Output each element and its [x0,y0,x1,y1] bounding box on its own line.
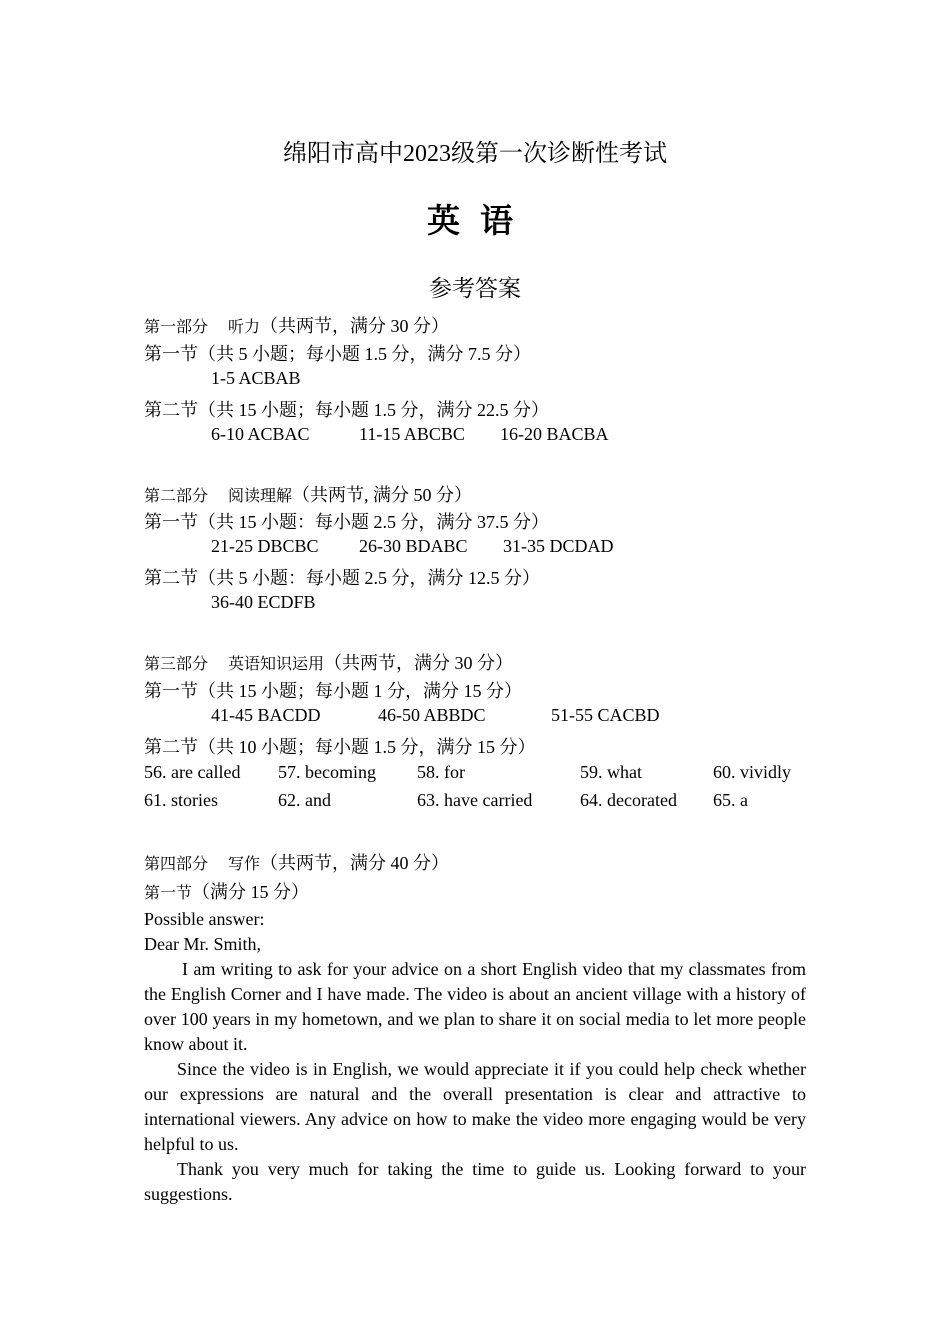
essay-greeting: Dear Mr. Smith, [144,934,261,954]
part4-sec1-title: 第一节 [144,883,193,902]
part4-heading [144,849,449,875]
part3-sec2-label: 第二节（共 10 小题；每小题 1.5 分，满分 15 分） [144,737,536,757]
answer-group: 46-50 ABBDC [378,705,486,725]
part4-sec1-heading [144,878,309,904]
answer-group: 21-25 DBCBC [211,536,319,556]
fill-answer: 59. what [580,762,642,782]
fill-answer: 61. stories [144,790,218,810]
part1-name: 听力 [228,317,261,336]
exam-title: 绵阳市高中2023级第一次诊断性考试 [283,141,667,167]
fill-answer: 56. are called [144,762,241,782]
essay-paragraph: Thank you very much for taking the time to guide us. Looking forward to your suggestions. [144,1159,806,1204]
part3-note: （共两节，满分 30 分） [324,653,514,673]
part3-heading [144,649,513,675]
part4-note: （共两节，满分 40 分） [260,853,450,873]
part1-sec2-label: 第二节（共 15 小题；每小题 1.5 分，满分 22.5 分） [144,400,549,420]
part4-title: 第四部分 [144,854,209,873]
essay-paragraph: I am writing to ask for your advice on a short English video that my classmates from the English Corner and I have made. The video is about an ancient village with a history of over 100 years in my hometown, and we plan to share it on social media to let more people know about it. [144,959,806,1054]
part2-sec2-label: 第二节（共 5 小题：每小题 2.5 分，满分 12.5 分） [144,568,540,588]
fill-answer: 65. a [713,790,748,810]
answer-group: 41-45 BACDD [211,705,321,725]
answer-group: 1-5 ACBAB [211,368,301,388]
part3-name: 英语知识运用 [228,654,325,673]
part1-sec1-label: 第一节（共 5 小题；每小题 1.5 分，满分 7.5 分） [144,344,531,364]
answer-group: 31-35 DCDAD [503,536,614,556]
part2-sec1-label: 第一节（共 15 小题：每小题 2.5 分，满分 37.5 分） [144,512,549,532]
part1-heading [144,312,449,338]
answers-heading: 参考答案 [429,276,521,302]
possible-answer-label: Possible answer: [144,909,265,929]
part3-sec1-label: 第一节（共 15 小题；每小题 1 分，满分 15 分） [144,681,522,701]
fill-answer: 62. and [278,790,331,810]
subject-title: 英语 [427,201,533,240]
part2-title: 第二部分 [144,486,209,505]
fill-answer: 63. have carried [417,790,533,810]
fill-answer: 57. becoming [278,762,376,782]
answer-group: 11-15 ABCBC [359,424,465,444]
part4-sec1-note: （满分 15 分） [192,882,310,902]
part3-title: 第三部分 [144,654,209,673]
answer-group: 36-40 ECDFB [211,592,316,612]
part2-note: （共两节, 满分 50 分） [292,485,473,505]
answer-group: 26-30 BDABC [359,536,468,556]
model-essay [144,907,806,1207]
fill-answer: 60. vividly [713,762,792,782]
answer-group: 16-20 BACBA [500,424,609,444]
answer-group: 51-55 CACBD [551,705,660,725]
part2-heading [144,481,472,507]
answer-group: 6-10 ACBAC [211,424,310,444]
part1-title: 第一部分 [144,317,209,336]
part4-name: 写作 [228,854,261,873]
fill-answer: 64. decorated [580,790,677,810]
fill-answer: 58. for [417,762,465,782]
essay-paragraph: Since the video is in English, we would appreciate it if you could help check whether our expressions are natural and the overall presentation is clear and attractive to international viewers. Any advice on how to make the video more engaging would be very helpful to us. [144,1059,806,1154]
part2-name: 阅读理解 [228,486,293,505]
part1-note: （共两节，满分 30 分） [260,316,450,336]
